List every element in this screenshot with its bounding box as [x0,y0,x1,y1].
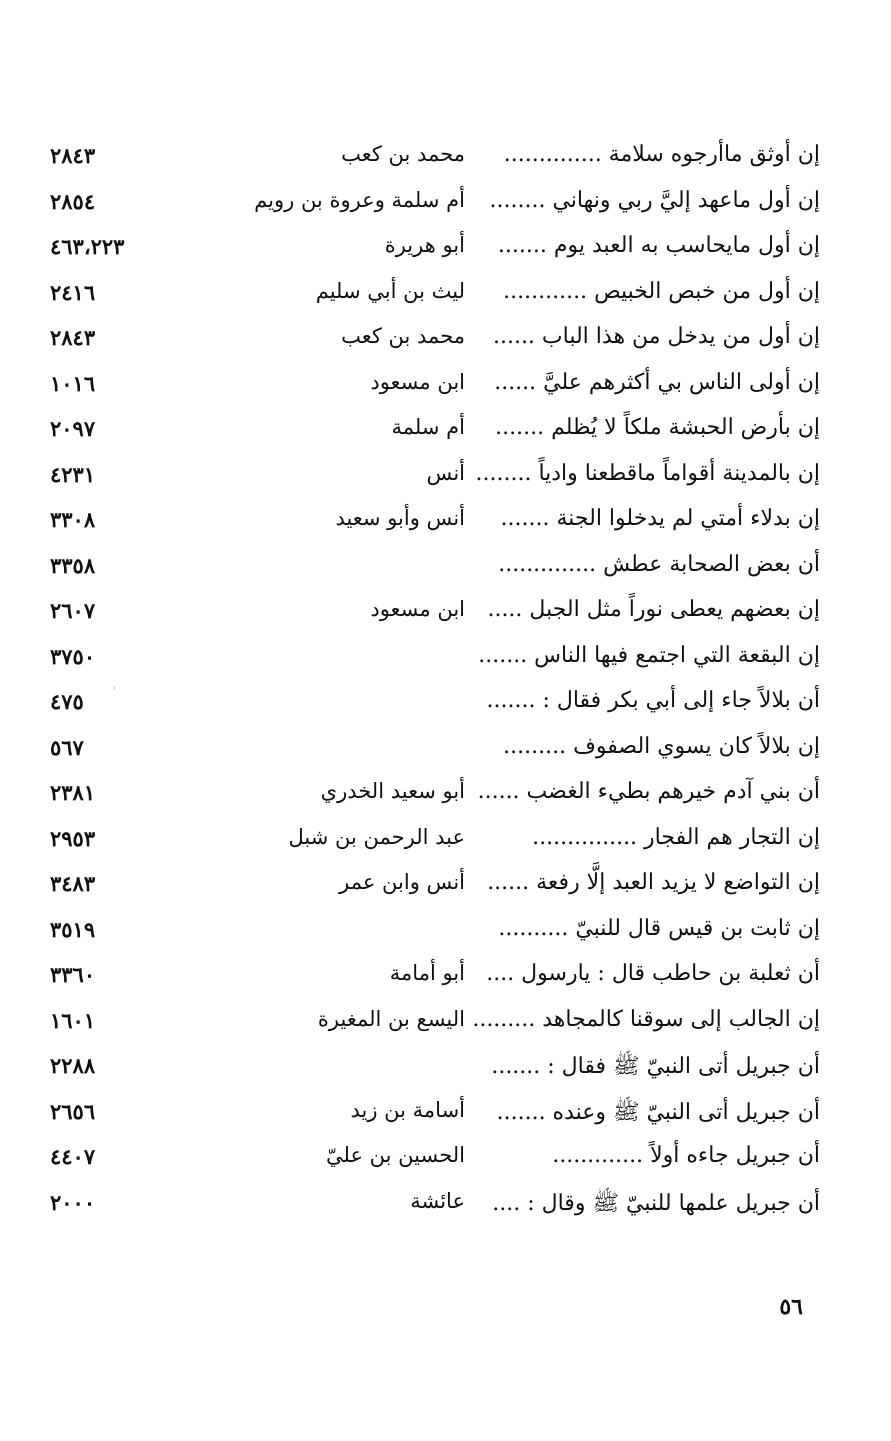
narrator: محمد بن كعب [341,324,465,348]
narrator: أبو هريرة [384,233,465,257]
reference-number: ٢٢٨٨ [50,1053,96,1078]
hadith-text: إن بأرض الحبشة ملكاً لا يُظلم ....... [495,415,820,440]
hadith-text: إن أول من خبص الخبيص ............ [503,278,820,304]
narrator: عبد الرحمن بن شبل [288,824,465,849]
reference-number: ٤٦٣،٢٢٣ [50,234,125,259]
reference-number: ٣٣٠٨ [50,507,96,532]
index-row [40,1183,820,1229]
narrator: اليسع بن المغيرة [317,1006,465,1031]
reference-number: ٢٨٥٤ [50,188,96,214]
hadith-text: أن بعض الصحابة عطش .............. [498,551,820,577]
hadith-text: إن بالمدينة أقواماً ماقطعنا وادياً ........ [475,460,820,486]
reference-number: ٣٣٥٨ [50,552,96,578]
narrator: محمد بن كعب [341,142,465,166]
reference-number: ١٠١٦ [50,370,96,396]
narrator: ليث بن أبي سليم [315,278,465,303]
index-row [40,546,820,592]
hadith-text: إن ثابت بن قيس قال للنبيّ .......... [498,915,820,941]
index-row [40,591,820,637]
reference-number: ٥٦٧ [50,734,84,760]
narrator: أم سلمة وعروة بن رويم [254,187,465,212]
hadith-text: إن أول مايحاسب به العبد يوم ....... [497,233,820,258]
reference-number: ٤٧٥ [50,689,84,714]
index-row [40,1092,820,1138]
reference-number: ٢٩٥٣ [50,825,96,851]
reference-number: ٢٣٨١ [50,780,96,805]
index-row [40,910,820,956]
page-number: ٥٦ [779,1294,803,1320]
reference-number: ١٦٠١ [50,1007,96,1033]
reference-number: ٢٠٠٠ [50,1189,96,1215]
narrator: ابن مسعود [370,597,465,621]
reference-number: ٢٦٠٧ [50,598,96,623]
index-row [40,318,820,364]
narrator: أسامة بن زيد [350,1097,465,1122]
hadith-text: إن التجار هم الفجار ............... [532,824,820,850]
hadith-text: أن جبريل أتى النبيّ ﷺ وعنده ....... [496,1099,820,1125]
index-row [40,955,820,1001]
index-row [40,227,820,273]
hadith-text: إن أول من يدخل من هذا الباب ...... [492,324,820,349]
index-row [40,773,820,819]
index-row [40,728,820,774]
reference-number: ٢٠٩٧ [50,416,96,441]
reference-number: ٣٥١٩ [50,916,96,942]
index-row [40,136,820,182]
narrator: عائشة [410,1188,465,1213]
hadith-text: إن أول ماعهد إليَّ ربي ونهاني ........ [489,187,820,213]
hadith-text: أن ثعلبة بن حاطب قال : يارسول .... [486,961,820,986]
hadith-text: إن أولى الناس بي أكثرهم عليَّ ...... [494,369,820,395]
narrator: أم سلمة [391,415,465,439]
reference-number: ٢٨٤٣ [50,143,96,168]
hadith-text: إن بعضهم يعطى نوراً مثل الجبل ..... [487,597,820,622]
hadith-index-list [40,136,820,1228]
index-row [40,1046,820,1092]
index-row [40,500,820,546]
hadith-text: إن التواضع لا يزيد العبد إلَّا رفعة ...... [487,870,820,895]
index-row [40,637,820,683]
hadith-text: أن جبريل أتى النبيّ ﷺ فقال : ....... [491,1054,820,1079]
index-row [40,273,820,319]
narrator: أنس وأبو سعيد [335,506,465,530]
reference-number: ٣٧٥٠ [50,643,96,669]
reference-number: ٤٤٠٧ [50,1144,96,1169]
margin-mark [114,687,115,689]
index-row [40,819,820,865]
index-row [40,864,820,910]
hadith-text: إن الجالب إلى سوقنا كالمجاهد ......... [472,1006,820,1032]
hadith-text: إن البقعة التي اجتمع فيها الناس ....... [478,642,820,668]
index-row [40,1001,820,1047]
hadith-text: إن أوثق ماأرجوه سلامة .............. [503,142,820,167]
narrator: أنس وابن عمر [339,870,465,894]
index-row [40,455,820,501]
index-row [40,182,820,228]
hadith-text: أن بني آدم خيرهم بطيء الغضب ...... [477,779,820,804]
index-row [40,1137,820,1183]
narrator: أبو سعيد الخدري [320,779,465,803]
index-row [40,364,820,410]
hadith-text: إن بدلاء أمتي لم يدخلوا الجنة ....... [500,506,820,531]
narrator: ابن مسعود [370,369,465,394]
reference-number: ٢٤١٦ [50,279,96,305]
narrator: أنس [426,460,465,485]
reference-number: ٢٨٤٣ [50,325,96,350]
hadith-text: أن بلالاً جاء إلى أبي بكر فقال : ....... [486,688,820,713]
index-row [40,409,820,455]
index-row [40,682,820,728]
hadith-text: أن جبريل جاءه أولاً ............. [552,1143,820,1168]
narrator: الحسين بن عليّ [325,1143,465,1167]
narrator: أبو أمامة [389,961,465,985]
reference-number: ٣٤٨٣ [50,871,96,896]
reference-number: ٣٣٦٠ [50,962,96,987]
hadith-text: إن بلالاً كان يسوي الصفوف ......... [503,733,820,759]
reference-number: ٤٢٣١ [50,461,96,487]
hadith-text: أن جبريل علمها للنبيّ ﷺ وقال : .... [492,1190,820,1216]
reference-number: ٢٦٥٦ [50,1098,96,1124]
